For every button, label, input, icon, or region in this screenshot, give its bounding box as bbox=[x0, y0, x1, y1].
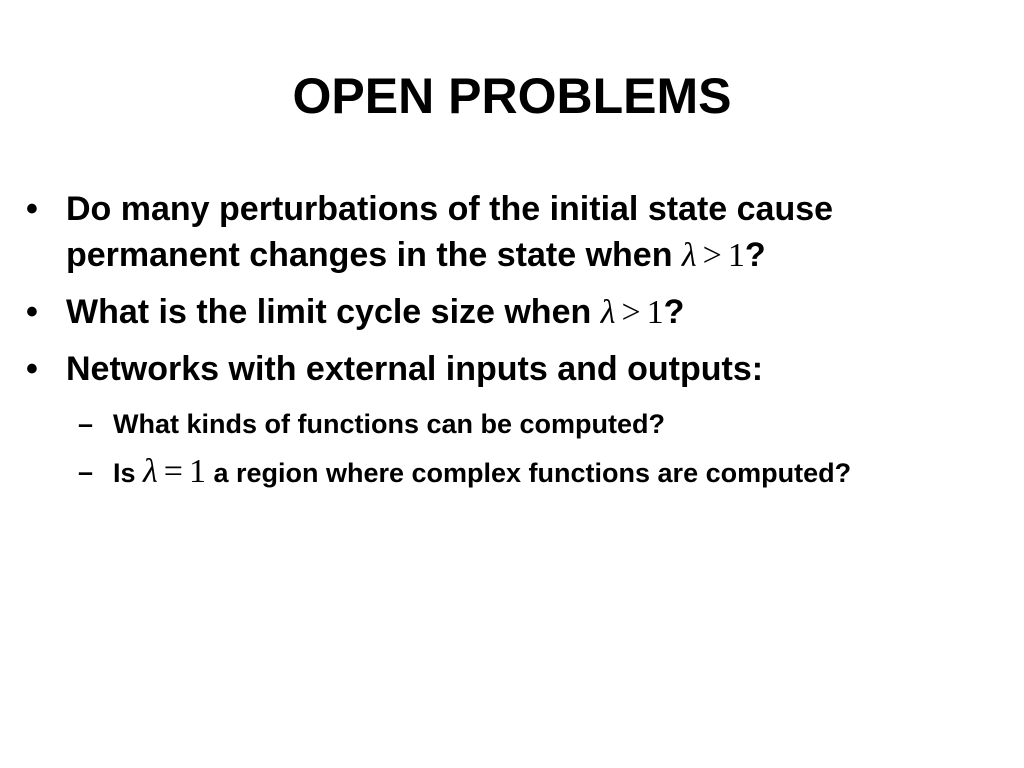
sub-bullet-marker: – bbox=[78, 457, 94, 487]
lambda-symbol: λ bbox=[600, 294, 616, 331]
bullet-marker: • bbox=[26, 190, 38, 228]
bullet-text: What is the limit cycle size when bbox=[66, 293, 601, 331]
sub-bullet-marker: – bbox=[78, 409, 94, 439]
math-value: 1 bbox=[646, 294, 664, 331]
bullet-item-limit-cycle bbox=[0, 289, 1024, 336]
bullet-item-perturbations bbox=[0, 186, 1024, 279]
bullet-text: Do many perturbations of the initial state cause permanent changes in the state when bbox=[66, 190, 834, 274]
math-expression bbox=[682, 237, 745, 274]
lambda-symbol: λ bbox=[681, 237, 697, 274]
math-operator: > bbox=[702, 237, 722, 274]
bullet-tail: ? bbox=[744, 236, 766, 274]
bullet-marker: • bbox=[26, 350, 38, 388]
math-operator: > bbox=[621, 294, 641, 331]
sub-bullet-text: What kinds of functions can be computed? bbox=[113, 409, 666, 439]
bullet-list bbox=[0, 186, 1024, 499]
bullet-marker: • bbox=[26, 293, 38, 331]
math-value: 1 bbox=[727, 237, 745, 274]
bullet-tail: ? bbox=[663, 293, 685, 331]
math-expression bbox=[143, 453, 206, 490]
bullet-item-networks bbox=[0, 346, 1024, 392]
sub-bullet-list bbox=[0, 402, 1024, 495]
sub-bullet-item-functions bbox=[0, 402, 1024, 446]
math-operator: = bbox=[163, 453, 183, 490]
sub-bullet-item-region bbox=[0, 450, 1024, 495]
sub-bullet-container bbox=[0, 402, 1024, 495]
sub-bullet-tail: a region where complex functions are computed? bbox=[205, 458, 852, 488]
slide-title: OPEN PROBLEMS bbox=[292, 68, 732, 124]
bullet-text: Networks with external inputs and outputs: bbox=[66, 350, 764, 388]
sub-bullet-text: Is bbox=[113, 458, 144, 488]
math-expression bbox=[601, 294, 664, 331]
math-value: 1 bbox=[188, 453, 206, 490]
lambda-symbol: λ bbox=[143, 453, 158, 490]
